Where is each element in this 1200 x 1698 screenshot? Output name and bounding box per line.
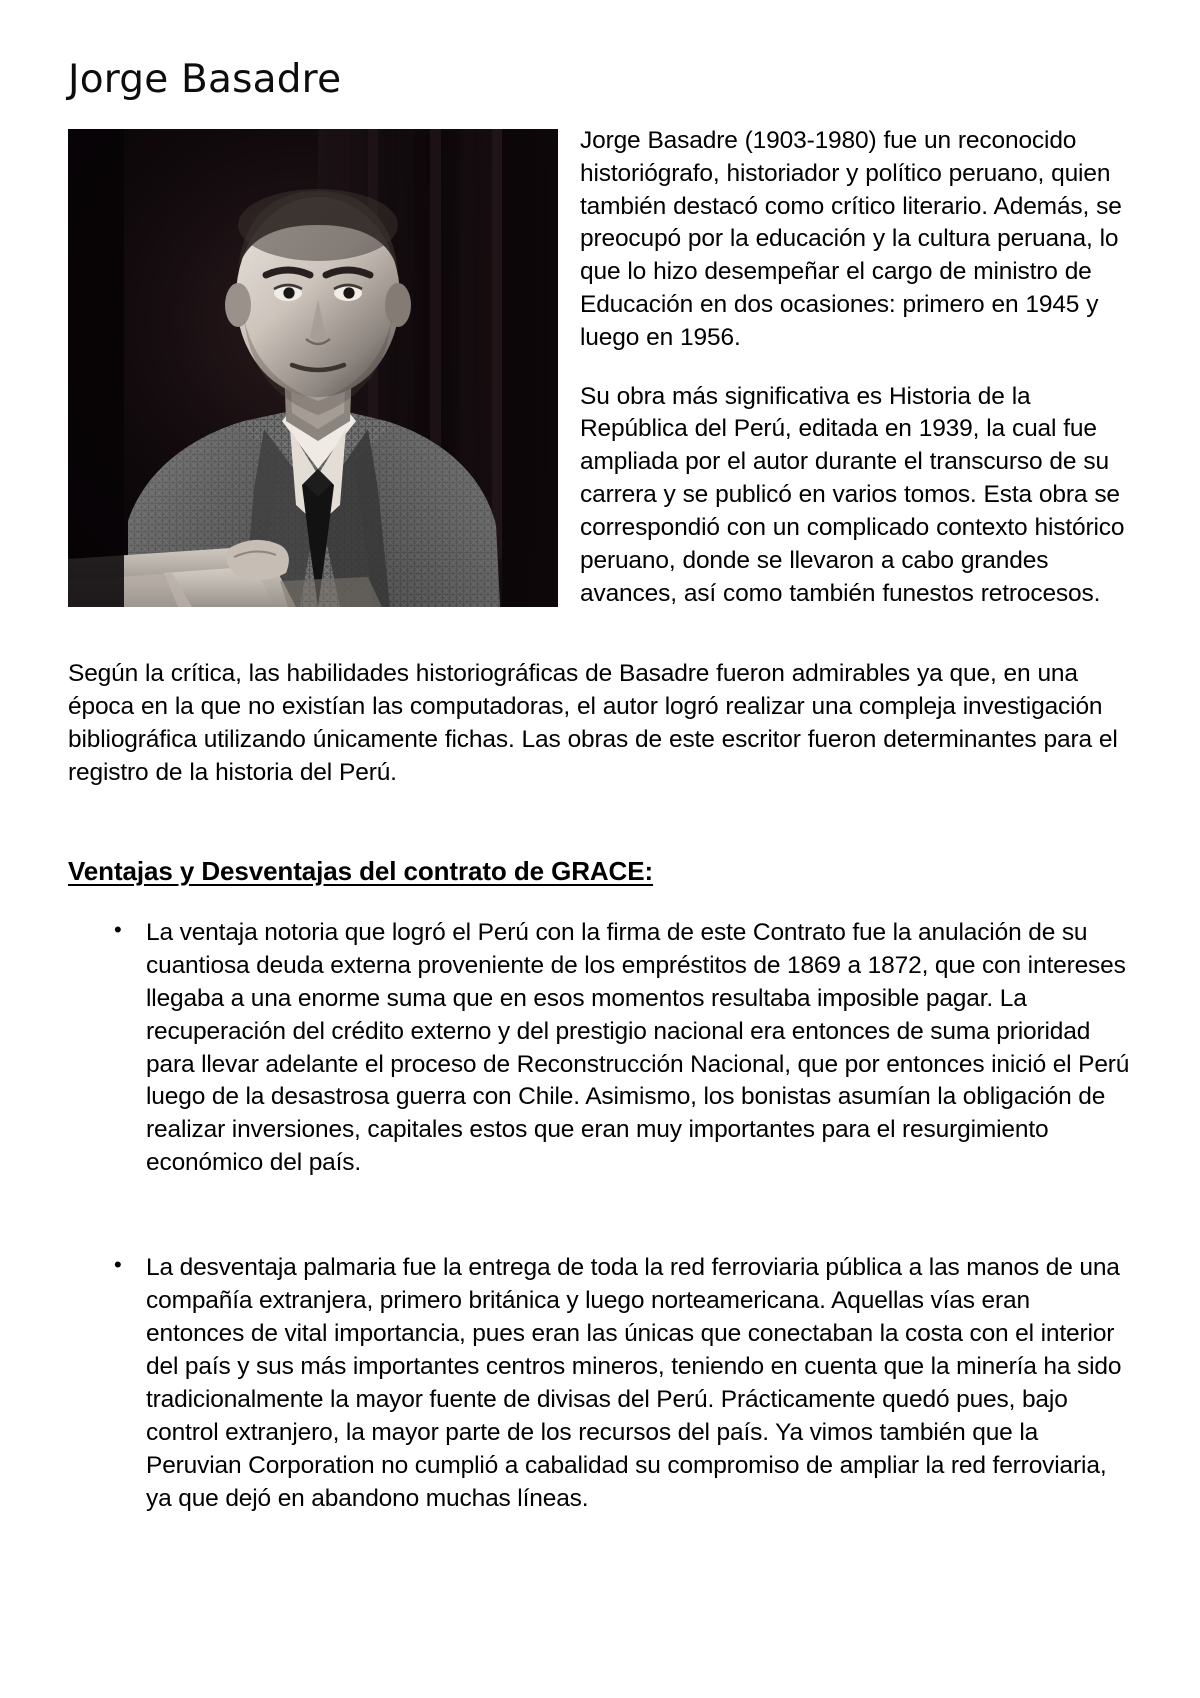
list-item: • La desventaja palmaria fue la entrega de toda la red ferroviaria pública a las manos de una compañía extranjera, primero británica y luego norteamericana. Aquellas vías eran entonces de vital importancia, pues eran las únicas que conectaban la costa con el interior del país y sus más importantes centros mineros, teniendo en cuenta que la minería ha sido tradicionalmente la mayor fuente de divisas del Perú. Prácticamente quedó pues, bajo control extranjero, la mayor parte de los recursos del país. Ya vimos también que la Peruvian Corporation no cumplió a cabalidad su compromiso de ampliar la red ferroviaria, ya que dejó en abandono muchas líneas. — [146, 1252, 1132, 1516]
paragraph-3: Según la crítica, las habilidades historiográficas de Basadre fueron admirables ya que, en una época en la que no existían las computadoras, el autor logró realizar una compleja investigación bibliográfica utilizando únicamente fichas. Las obras de este escritor fueron determinantes para el registro de la historia del Perú. — [68, 660, 1118, 786]
section-heading-ventajas-desventajas: Ventajas y Desventajas del contrato de GRACE: — [68, 855, 654, 886]
paragraph-1: Jorge Basadre (1903-1980) fue un reconocido historiógrafo, historiador y político peruano, quien también destacó como crítico literario. Además, se preocupó por la educación y la cultura peruana, lo que lo hizo desempeñar el cargo de ministro de Educación en dos ocasiones: primero en 1945 y luego en 1956. — [580, 126, 1122, 351]
page-title: Jorge Basadre — [68, 57, 342, 102]
spacer — [68, 636, 1132, 658]
spacer — [68, 816, 1132, 856]
jorge-basadre-portrait — [68, 129, 558, 607]
advantages-disadvantages-list — [68, 917, 1132, 1516]
paragraph-2: Su obra más significativa es Historia de la República del Perú, editada en 1939, la cual fue ampliada por el autor durante el transcurso de su carrera y se publicó en varios tomos. Esta obra se correspondió con un complicado contexto histórico peruano, donde se llevaron a cabo grandes avances, así como también funestos retrocesos. — [580, 382, 1125, 607]
article-body-continued — [68, 658, 1132, 789]
list-item: • La ventaja notoria que logró el Perú con la firma de este Contrato fue la anulación de su cuantiosa deuda externa proveniente de los empréstitos de 1869 a 1872, que con intereses llegaba a una enorme suma que en esos momentos resultaba imposible pagar. La recuperación del crédito externo y del prestigio nacional era entonces de suma prioridad para llevar adelante el proceso de Reconstrucción Nacional, que por entonces inició el Perú luego de la desastrosa guerra con Chile. Asimismo, los bonistas asumían la obligación de realizar inversiones, capitales estos que eran muy importantes para el resurgimiento económico del país. — [146, 917, 1132, 1181]
